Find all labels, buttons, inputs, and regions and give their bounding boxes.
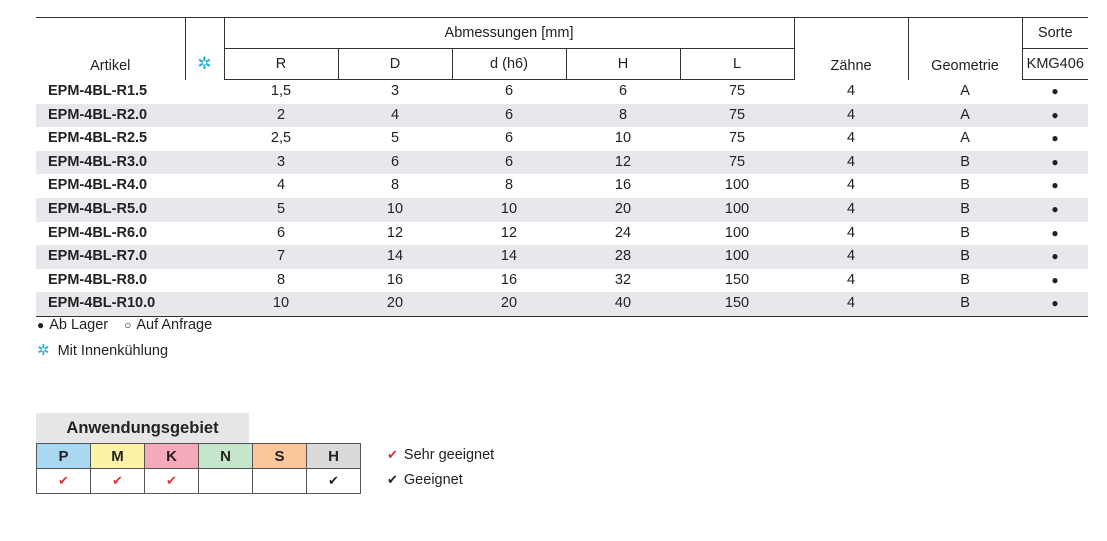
table-row	[36, 104, 1088, 128]
cell-artikel: EPM-4BL-R10.0	[36, 292, 185, 316]
cell-artikel: EPM-4BL-R1.5	[48, 82, 148, 99]
check-black-icon: ✔	[307, 469, 361, 494]
cell-d-shank: 8	[504, 177, 514, 194]
cell-d-outer: 6	[338, 151, 452, 175]
table-row	[36, 222, 1088, 246]
stock-dot-icon: ●	[1022, 245, 1088, 269]
coolant-legend-icon: ✲	[37, 342, 50, 359]
cell-r: 2	[224, 104, 338, 128]
cell-artikel: EPM-4BL-R2.0	[36, 104, 185, 128]
stock-dot-icon: ●	[1051, 225, 1059, 240]
cell-zaehne: 4	[794, 104, 908, 128]
cell-zaehne: 4	[846, 130, 856, 147]
cell-h: 10	[614, 130, 632, 147]
cell-l: 75	[680, 151, 794, 175]
open-dot-icon: ○	[124, 318, 132, 332]
cell-geometrie: A	[908, 104, 1022, 128]
table-row	[36, 80, 1088, 104]
cell-r: 7	[224, 245, 338, 269]
header-zaehne: Zähne	[794, 18, 908, 80]
cell-artikel: EPM-4BL-R7.0	[36, 245, 185, 269]
table-row	[36, 198, 1088, 222]
cell-d-shank: 20	[452, 292, 566, 316]
cell-zaehne: 4	[846, 177, 856, 194]
cell-l: 100	[724, 224, 750, 241]
cell-artikel: EPM-4BL-R3.0	[36, 151, 185, 175]
cell-geometrie: A	[960, 82, 970, 99]
cell-h: 20	[566, 198, 680, 222]
stock-dot-icon: ●	[1051, 272, 1059, 287]
empty-cell	[199, 469, 253, 494]
cell-r: 4	[276, 177, 286, 194]
cell-d-shank: 6	[504, 83, 514, 99]
cell-l: 75	[680, 104, 794, 128]
legend-ab-lager: Ab Lager	[49, 317, 109, 333]
cell-l: 150	[680, 292, 794, 316]
cell-l: 100	[680, 198, 794, 222]
cell-geometrie: B	[960, 177, 970, 194]
cell-d-shank: 6	[504, 130, 514, 147]
product-table	[36, 17, 1088, 317]
cell-h: 28	[566, 245, 680, 269]
cell-d-outer: 8	[390, 177, 400, 194]
label-geeignet: Geeignet	[403, 472, 463, 488]
cell-artikel: EPM-4BL-R8.0	[48, 271, 148, 288]
header-artikel: Artikel	[90, 57, 131, 74]
table-row	[36, 127, 1088, 151]
label-sehr-geeignet: Sehr geeignet	[403, 447, 495, 463]
header-r: R	[224, 49, 338, 80]
cell-geometrie: B	[908, 198, 1022, 222]
cell-l: 100	[680, 245, 794, 269]
cell-r: 3	[224, 151, 338, 175]
legend-innenkuehlung: Mit Innenkühlung	[57, 343, 169, 359]
check-red-icon: ✔	[37, 469, 91, 494]
header-d-shank: d (h6)	[452, 49, 566, 80]
legend-auf-anfrage: Auf Anfrage	[136, 317, 213, 333]
header-d-outer: D	[338, 49, 452, 80]
check-red-icon: ✔	[91, 469, 145, 494]
stock-dot-icon: ●	[1051, 131, 1059, 146]
header-l: L	[680, 49, 794, 80]
stock-dot-icon: ●	[1022, 292, 1088, 316]
cell-r: 8	[276, 271, 286, 288]
cell-r: 5	[224, 198, 338, 222]
cell-d-shank: 12	[500, 224, 518, 241]
cell-geometrie: B	[908, 245, 1022, 269]
cell-geometrie: A	[960, 130, 970, 147]
cell-d-shank: 10	[452, 198, 566, 222]
table-row	[36, 292, 1088, 316]
cell-r: 10	[224, 292, 338, 316]
cell-geometrie: B	[908, 151, 1022, 175]
cell-l: 100	[724, 177, 750, 194]
note-geeignet	[387, 472, 463, 488]
cell-artikel: EPM-4BL-R2.5	[48, 130, 148, 147]
material-s: S	[253, 444, 307, 469]
stock-dot-icon: ●	[1022, 151, 1088, 175]
cell-l: 75	[728, 83, 746, 99]
filled-dot-icon: ●	[37, 318, 45, 332]
cell-artikel: EPM-4BL-R4.0	[48, 177, 148, 194]
material-m: M	[91, 444, 145, 469]
cell-zaehne: 4	[846, 224, 856, 241]
material-p: P	[37, 444, 91, 469]
cell-d-outer: 3	[390, 83, 400, 99]
cell-zaehne: 4	[794, 151, 908, 175]
cell-zaehne: 4	[846, 82, 856, 99]
note-sehr-geeignet	[387, 447, 494, 463]
cell-h: 24	[614, 224, 632, 241]
stock-dot-icon: ●	[1022, 198, 1088, 222]
material-k: K	[145, 444, 199, 469]
cell-d-shank: 16	[500, 271, 518, 288]
table-row	[36, 151, 1088, 175]
cell-d-shank: 14	[452, 245, 566, 269]
cell-geometrie: B	[908, 292, 1022, 316]
coolant-header	[185, 18, 224, 80]
cell-zaehne: 4	[846, 271, 856, 288]
header-kmg406: KMG406	[1022, 49, 1088, 80]
coolant-icon: ✲	[197, 53, 212, 73]
stock-dot-icon: ●	[1051, 178, 1059, 193]
cell-h: 40	[566, 292, 680, 316]
cell-h: 8	[566, 104, 680, 128]
anwendungsgebiet-table	[36, 443, 361, 494]
cell-r: 2,5	[270, 130, 292, 147]
cell-h: 32	[614, 271, 632, 288]
cell-r: 1,5	[270, 83, 292, 99]
header-h: H	[566, 49, 680, 80]
check-red-icon: ✔	[387, 447, 398, 462]
table-row	[36, 245, 1088, 269]
cell-d-outer: 10	[338, 198, 452, 222]
cell-h: 16	[614, 177, 632, 194]
cell-zaehne: 4	[794, 198, 908, 222]
cell-h: 12	[566, 151, 680, 175]
cell-r: 6	[276, 224, 286, 241]
cell-d-outer: 16	[386, 271, 404, 288]
cell-d-outer: 14	[338, 245, 452, 269]
cell-h: 6	[618, 83, 628, 99]
cell-artikel: EPM-4BL-R6.0	[48, 224, 148, 241]
cell-zaehne: 4	[794, 245, 908, 269]
check-red-icon: ✔	[145, 469, 199, 494]
stock-dot-icon: ●	[1022, 104, 1088, 128]
cell-zaehne: 4	[794, 292, 908, 316]
table-row	[36, 269, 1088, 293]
cell-d-outer: 12	[386, 224, 404, 241]
cell-d-outer: 5	[390, 130, 400, 147]
cell-l: 150	[724, 271, 750, 288]
table-row	[36, 174, 1088, 198]
stock-dot-icon: ●	[1051, 84, 1059, 98]
header-abmessungen: Abmessungen [mm]	[224, 18, 794, 49]
cell-d-outer: 20	[338, 292, 452, 316]
cell-d-shank: 6	[452, 151, 566, 175]
cell-d-outer: 4	[338, 104, 452, 128]
empty-cell	[253, 469, 307, 494]
material-n: N	[199, 444, 253, 469]
header-geometrie: Geometrie	[908, 18, 1022, 80]
cell-d-shank: 6	[452, 104, 566, 128]
anwendungsgebiet-title: Anwendungsgebiet	[36, 413, 249, 443]
coolant-legend	[37, 341, 168, 359]
material-h: H	[307, 444, 361, 469]
cell-geometrie: B	[960, 224, 970, 241]
cell-l: 75	[728, 130, 746, 147]
cell-geometrie: B	[960, 271, 970, 288]
check-black-icon: ✔	[387, 472, 398, 487]
cell-artikel: EPM-4BL-R5.0	[36, 198, 185, 222]
header-sorte: Sorte	[1022, 18, 1088, 49]
stock-legend	[37, 317, 212, 333]
